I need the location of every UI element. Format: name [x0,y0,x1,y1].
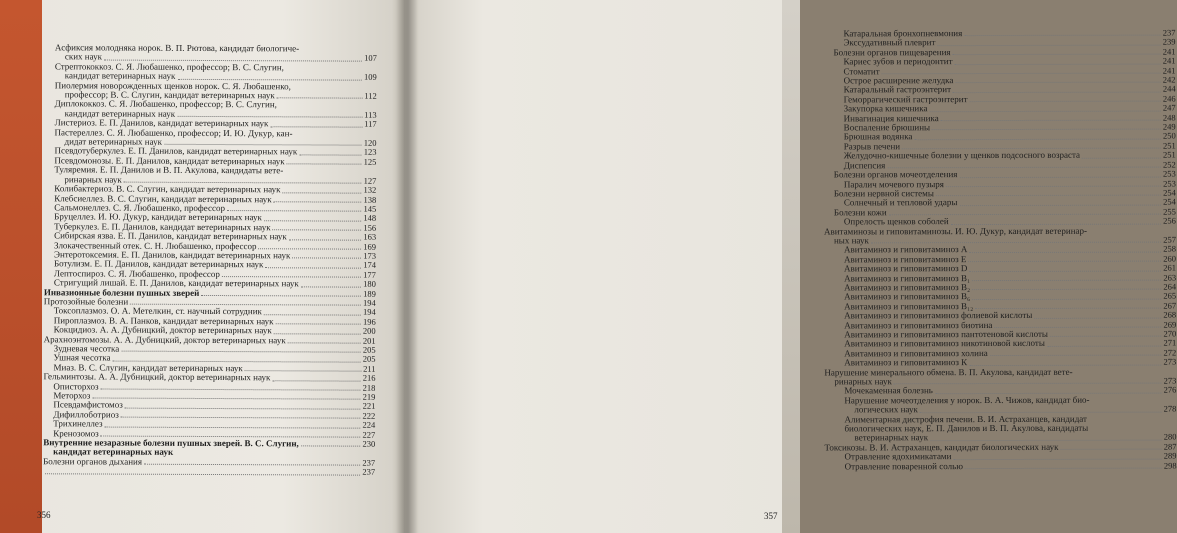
dot-leader [946,185,1161,187]
dot-leader [935,392,1162,394]
toc-entry-title: Злокачественный отек. С. Н. Любашенко, профессор [54,239,257,251]
toc-entry-title: биологических наук, Е. П. Данилов и В. П. Акулова, кандидаты [844,422,1089,434]
table-of-contents-right [823,29,1176,472]
toc-entry-title: Болезни органов дыхания [43,456,143,467]
dot-leader [299,154,361,155]
toc-entry-title: ринарных наук [64,174,122,185]
dot-leader [930,439,1162,441]
toc-entry-page: 253 [1163,178,1176,189]
toc-entry [825,461,1177,471]
dot-leader [105,426,361,428]
toc-entry-page: 246 [1162,93,1176,104]
dot-leader [276,323,361,324]
toc-entry-page: 216 [362,372,376,383]
toc-entry-page: 109 [364,71,377,82]
toc-entry-title: Авитаминоз и гиповитаминоз B₆ [844,291,971,302]
toc-entry-title: профессор; В. С. Слугин, кандидат ветеринарных наук [64,89,275,101]
toc-entry-title: Нарушение минерального обмена. В. П. Акулова, кандидат вете- [824,366,1073,378]
toc-entry-title: Пастереллез. С. Я. Любашенко, профессор; И. Ю. Дукур, кан- [54,126,293,139]
toc-entry-page: 156 [363,222,377,233]
dot-leader [288,342,361,343]
dot-leader [955,63,1161,65]
toc-entry-title: Кокцидиоз. А. А. Дубницкий, доктор ветеринарных наук [53,324,272,336]
toc-entry-title: Паралич мочевого пузыря [843,178,944,189]
toc-entry-page: 247 [1162,102,1176,113]
toc-entry-page: 250 [1162,131,1176,142]
toc-entry-title: логических наук [854,404,918,415]
dot-leader [292,258,361,259]
toc-entry-title: Опрелость щенков соболей [843,216,949,227]
dot-leader [953,458,1161,460]
dot-leader [972,280,1161,281]
toc-entry-page: 127 [363,175,377,186]
toc-entry-page: 145 [363,203,377,214]
toc-entry-page: 201 [362,335,376,346]
toc-entry-page: 242 [1162,74,1176,85]
toc-entry-title: Дифиллоботриоз [53,409,119,420]
page-number-left: 356 [37,510,51,520]
toc-entry-title: Описторхоз [53,380,99,392]
toc-entry-page: 177 [363,269,376,280]
right-page [404,0,1177,533]
dot-leader [264,314,361,315]
toc-entry-title: Алиментарная дистрофия печени. В. И. Астраханцев, кандидат [844,413,1088,425]
toc-entry-title: Отравление поваренной солью [844,460,963,472]
toc-entry-title: Внутренние незаразные болезни пушных зверей. В. С. Слугин, [43,437,299,449]
dot-leader [121,417,361,419]
page-number-right: 357 [764,511,778,521]
toc-entry-page: 265 [1163,290,1177,301]
dot-leader [969,270,1161,272]
toc-entry-page: 267 [1163,300,1177,311]
toc-entry-title: Листериоз. Е. П. Данилов, кандидат ветеринарных наук [54,117,269,129]
toc-entry-title: Отравление ядохимикатами [844,451,952,462]
dot-leader [953,91,1161,93]
dot-leader [101,389,361,391]
dot-leader [994,327,1161,328]
toc-entry-title: Колибактериоз. В. С. Слугин, кандидат ветеринарных наук [54,183,281,195]
toc-entry-page: 222 [362,410,376,421]
toc-entry-title: Диплококкоз. С. Я. Любашенко, профессор; В. С. Слугин, [54,98,277,110]
toc-entry-title: Асфиксия молодняка норок. В. П. Рютова, кандидат биологиче- [54,42,300,54]
dot-leader [287,164,362,165]
toc-entry-title: ринарных наук [834,376,892,387]
dot-leader [972,289,1161,290]
toc-entry-title: Кариес зубов и периодонтит [843,56,953,67]
toc-entry-title: Пироплазмоз. В. А. Панков, кандидат ветеринарных наук [53,315,274,327]
toc-entry-title: Псевдотуберкулез. Е. П. Данилов, кандидат ветеринарных наук [54,145,298,157]
toc-entry-title: Солнечный и тепловой удары [843,197,958,208]
toc-entry-title: Закупорка кишечника [843,103,928,114]
dot-leader [990,355,1162,356]
toc-entry [43,467,375,478]
toc-entry-title: Болезни органов пищеварения [833,46,951,58]
dot-leader [937,44,1160,46]
toc-entry-page: 113 [364,109,377,120]
toc-entry-page: 251 [1162,140,1176,151]
dot-leader [970,101,1161,103]
toc-entry-title: Авитаминоз и гиповитаминоз холина [844,347,988,359]
toc-entry-title: Авитаминозы и гиповитаминозы. И. Ю. Дукур, кандидат ветеринар- [823,225,1088,236]
dot-leader [144,464,360,466]
toc-entry-page: 180 [363,278,376,289]
toc-entry-page: 224 [362,419,376,430]
toc-entry-title: Туберкулез. Е. П. Данилов, кандидат ветеринарных наук [54,221,271,232]
dot-leader [301,286,361,287]
toc-entry-page: 264 [1163,281,1177,292]
toc-entry-title: Стоматит [843,65,880,77]
toc-entry-title: Воспаление брюшины [843,122,931,133]
toc-entry-title: Трихинеллез [53,418,103,429]
dot-leader [964,35,1160,37]
toc-entry-title: Сальмонеллез. С. Я. Любашенко, профессор [54,202,226,213]
toc-entry-page: 278 [1163,403,1177,414]
toc-entry-title: Ботулизм. Е. П. Данилов, кандидат ветеринарных наук [53,258,264,270]
toc-entry-title: Авитаминоз и гиповитаминоз D [844,263,968,274]
toc-entry-page: 241 [1162,46,1176,57]
toc-entry-title: ных наук [833,235,869,246]
toc-entry-page: 287 [1163,441,1177,452]
toc-entry-page: 276 [1163,384,1177,396]
toc-entry-page: 205 [362,354,376,365]
toc-entry-title: Лептоспироз. С. Я. Любашенко, профессор [53,268,220,279]
toc-entry-page: 123 [363,147,377,158]
dot-leader [959,204,1161,206]
toc-entry-title: кандидат ветеринарных наук [64,70,176,82]
toc-entry-page: 107 [364,53,377,64]
toc-entry-page: 205 [362,344,376,355]
dot-leader [975,308,1161,309]
toc-entry-title: Стрептококкоз. С. Я. Любашенко, профессор; В. С. Слугин, [54,61,284,73]
toc-entry-page: 270 [1163,328,1177,339]
toc-entry-page: 254 [1163,187,1176,198]
book-cover-edge [0,0,42,533]
toc-entry-page: 263 [1163,272,1177,283]
dot-leader [277,98,363,99]
dot-leader [936,195,1161,197]
dot-leader [941,120,1161,122]
toc-entry-page: 196 [362,316,376,327]
dot-leader [959,176,1161,178]
toc-entry-title: Брюшная водянка [843,131,913,142]
toc-entry-title: ветеринарных наук [854,432,929,443]
dot-leader [889,214,1161,216]
toc-entry-page: 237 [362,466,376,478]
dot-leader [955,82,1160,84]
toc-entry-page: 189 [363,288,376,299]
dot-leader [932,129,1161,131]
toc-entry-page: 148 [363,212,377,224]
toc-entry-title: Авитаминоз и гиповитаминоз пантотеновой кислоты [844,328,1048,340]
toc-entry-page: 244 [1162,83,1176,95]
toc-entry-page: 174 [363,260,377,271]
toc-entry-page: 289 [1163,450,1177,461]
dot-leader [968,261,1161,263]
toc-entry-page: 280 [1163,432,1177,443]
toc-entry-title: Инвагинация кишечника [843,112,939,124]
toc-entry-page: 237 [362,457,376,468]
toc-entry-page: 272 [1163,347,1177,358]
toc-entry-title: Гельминтозы. А. А. Дубницкий, доктор ветеринарных наук [43,371,271,383]
dot-leader [951,223,1162,225]
dot-leader [301,446,361,447]
toc-entry-page: 251 [1162,149,1176,160]
dot-leader [274,201,362,202]
toc-entry-page: 221 [362,401,376,412]
dot-leader [1034,317,1161,318]
dot-leader [272,380,360,381]
toc-entry-page: 269 [1163,319,1177,330]
toc-entry-page: 252 [1163,159,1176,170]
toc-entry-page: 173 [363,250,377,261]
toc-entry-page: 117 [364,118,377,129]
toc-entry-page: 132 [363,184,377,195]
dot-leader [264,220,362,221]
toc-entry-page: 120 [363,137,377,148]
toc-entry-page: 256 [1163,215,1176,226]
toc-entry-title: Нарушение мочеотделения у норок. В. А. Чижов, кандидат био- [844,394,1090,406]
toc-entry-title: дидат ветеринарных наук [64,136,163,147]
toc-entry-page: 273 [1163,356,1177,367]
toc-entry-page: 169 [363,241,377,252]
toc-entry-title: ских наук [64,51,103,62]
toc-entry-title: Разрыв печени [843,141,901,152]
dot-leader [920,411,1162,413]
toc-entry-title: Протозойные болезни [43,296,129,307]
toc-entry-page: 260 [1163,253,1177,264]
toc-entry-title: Бруцеллез. И. Ю. Дукур, кандидат ветеринарных наук [54,211,262,223]
toc-entry-page: 253 [1163,168,1176,179]
toc-entry-title: Авитаминоз и гиповитаминоз B₁ [844,272,971,283]
toc-entry-title: Сибирская язва. Е. П. Данилов, кандидат ветеринарных наук [54,230,287,242]
dot-leader [914,138,1161,140]
toc-entry-title: Авитаминоз и гиповитаминоз B₁₂ [844,300,974,312]
dot-leader [953,54,1161,56]
toc-entry-title: Авитаминоз и гиповитаминоз Е [844,253,967,265]
toc-entry-title: кандидат ветеринарных наук [53,446,174,458]
toc-entry-page: 237 [1162,27,1176,38]
toc-entry-title: Меторхоз [53,390,91,401]
dot-leader [1082,157,1161,158]
toc-entry-title: Болезни органов мочеотделения [833,169,958,180]
toc-entry-title: Авитаминоз и гиповитаминоз биотина [844,319,993,331]
toc-entry-title: Токсоплазмоз. О. А. Метелкин, ст. научный сотрудник [53,305,262,317]
toc-entry-page: 230 [362,438,376,449]
toc-entry-title: Желудочно-кишечные болезни у щенков подсосного возраста [843,150,1081,161]
toc-entry-title: Кренозомоз [53,427,99,439]
dot-leader [121,351,361,353]
toc-entry-title: Ушная чесотка [53,352,111,363]
toc-entry-page: 273 [1163,375,1177,386]
dot-leader [965,468,1162,470]
dot-leader [969,364,1161,366]
toc-entry-title: Мочекаменная болезнь [844,385,933,396]
toc-entry-title: Инвазионные болезни пушных зверей [43,286,200,298]
toc-entry-title: Авитаминоз и гиповитаминоз К [844,357,968,368]
toc-entry-page: 227 [362,429,376,440]
toc-entry-page: 241 [1162,65,1176,76]
toc-entry-title: Катаральный гастроэнтерит [843,84,952,95]
toc-entry-title: Болезни нервной системы [833,188,934,199]
toc-entry-title: Авитаминоз и гиповитаминоз никотиновой кислоты [844,338,1045,349]
toc-entry-title: Авитаминоз и гиповитаминоз фолиевой кислоты [844,310,1033,321]
dot-leader [125,407,361,409]
toc-entry-page: 194 [363,297,376,308]
table-of-contents-left [43,43,377,477]
toc-entry-page: 125 [363,156,377,167]
dot-leader [1061,449,1162,450]
toc-entry-page: 200 [362,325,376,336]
toc-entry-title: Болезни кожи [833,207,887,218]
toc-entry-page: 261 [1163,262,1177,273]
dot-leader [887,167,1161,169]
toc-entry-title: Энтеротоксемия. Е. П. Данилов, кандидат ветеринарных наук [54,249,291,261]
toc-entry-page: 239 [1162,36,1176,47]
toc-entry-page: 257 [1163,234,1176,245]
dot-leader [283,192,362,193]
toc-entry-title: Зудневая чесотка [53,343,120,354]
toc-entry-page: 255 [1163,206,1176,217]
toc-entry-page: 112 [364,90,377,101]
toc-entry-title: Псевдомонозы. Е. П. Данилов, кандидат ветеринарных наук [54,155,285,167]
toc-entry-title: Миаз. В. С. Слугин, кандидат ветеринарных наук [53,362,243,373]
toc-entry-title: Авитаминоз и гиповитаминоз А [843,244,968,255]
dot-leader [929,110,1160,112]
toc-entry-title: Диспепсия [843,159,886,171]
toc-entry-title: кандидат ветеринарных наук [64,108,176,119]
toc-entry-title: Псевдамфистомоз [53,399,123,411]
dot-leader [1050,336,1162,337]
toc-entry-title: Клебсиеллез. В. С. Слугин, кандидат ветеринарных наук [54,192,272,204]
toc-entry-page: 248 [1162,112,1176,123]
toc-entry-page: 211 [363,363,376,374]
toc-entry-page: 163 [363,231,377,242]
toc-entry-title: Стригущий лишай. Е. П. Данилов, кандидат ветеринарных наук [53,277,299,289]
dot-leader [274,333,361,334]
toc-entry-page: 249 [1162,121,1176,132]
toc-entry-page: 241 [1162,55,1176,66]
toc-entry-title: Пиолермия новорожденных щенков норок. С. Я. Любашенко, [54,79,291,91]
toc-entry-title: Авитаминоз и гиповитаминоз B₂ [844,282,971,293]
toc-entry-page: 258 [1163,243,1177,254]
toc-entry-page: 254 [1163,196,1176,207]
toc-entry-title: Арахноэнтомозы. А. А. Дубницкий, доктор ветеринарных наук [43,333,286,345]
toc-entry-title: Токсикозы. В. И. Астраханцев, кандидат биологических наук [824,441,1059,453]
toc-entry-title: Туляремия. Е. П. Данилов и В. П. Акулова, кандидаты вете- [54,164,284,176]
dot-leader [871,242,1161,244]
toc-entry-page: 298 [1163,460,1177,471]
dot-leader [92,398,360,400]
toc-entry-title: Геморрагический гастроэнтерит [843,93,968,105]
toc-entry-page: 218 [362,382,376,393]
toc-entry-page: 271 [1163,337,1177,348]
dot-leader [270,126,362,127]
toc-entry-page: 219 [362,391,376,402]
dot-leader [972,298,1161,299]
toc-entry-page: 138 [363,194,377,205]
toc-entry-title: Острое расширение желудка [843,75,954,86]
dot-leader [1047,345,1162,346]
dot-leader [265,267,361,268]
toc-entry-title: Катаральная бронхопневмония [843,28,963,39]
dot-leader [882,73,1161,75]
left-page [0,0,404,533]
dot-leader [201,295,361,297]
dot-leader [45,473,360,475]
toc-entry-page: 268 [1163,309,1177,320]
dot-leader [969,251,1161,253]
dot-leader [289,239,362,240]
toc-entry-page: 194 [363,307,376,318]
toc-entry-title: Экссудативный плеврит [843,37,936,48]
dot-leader [894,383,1162,385]
book-cover-edge-right [782,0,800,533]
